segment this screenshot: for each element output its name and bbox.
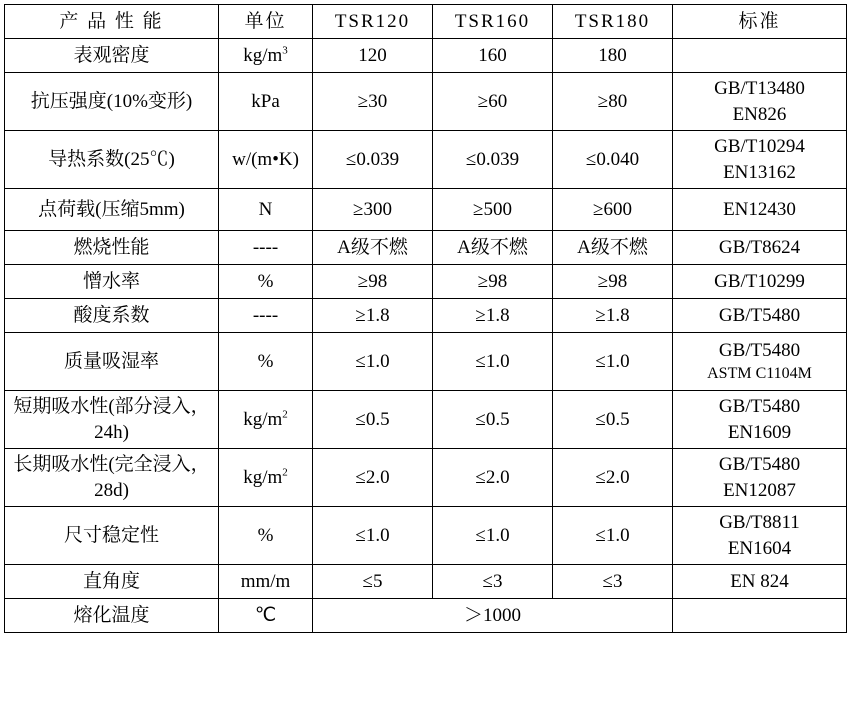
standard-line-1: GB/T5480 — [718, 340, 801, 362]
cell-tsr160: ≤0.5 — [433, 391, 553, 449]
cell-property: 燃烧性能 — [5, 231, 219, 265]
cell-unit — [219, 449, 313, 507]
cell-standard: EN12430 — [673, 189, 847, 231]
cell-property: 长期吸水性(完全浸入，28d) — [5, 449, 219, 507]
table-row — [5, 189, 847, 231]
cell-tsr120: ≥98 — [313, 265, 433, 299]
cell-unit — [219, 391, 313, 449]
standard-line-1: GB/T5480 — [718, 454, 801, 476]
header-cell-tsr120: TSR120 — [313, 5, 433, 39]
cell-tsr180: ≤1.0 — [553, 333, 673, 391]
header-cell-unit: 单位 — [219, 5, 313, 39]
standard-line-1: GB/T5480 — [718, 396, 801, 418]
cell-tsr160: A级不燃 — [433, 231, 553, 265]
cell-unit: ℃ — [219, 599, 313, 633]
cell-tsr180: ≥98 — [553, 265, 673, 299]
table-row — [5, 449, 847, 507]
table-row — [5, 265, 847, 299]
cell-standard — [673, 507, 847, 565]
cell-tsr180: ≤2.0 — [553, 449, 673, 507]
cell-tsr120: ≤0.5 — [313, 391, 433, 449]
table-row — [5, 131, 847, 189]
cell-unit: mm/m — [219, 565, 313, 599]
cell-property: 抗压强度(10%变形) — [5, 73, 219, 131]
cell-tsr160: ≥98 — [433, 265, 553, 299]
cell-tsr180: ≤0.040 — [553, 131, 673, 189]
cell-tsr180: ≤1.0 — [553, 507, 673, 565]
cell-tsr120: ≤1.0 — [313, 333, 433, 391]
unit-text: kg/m — [243, 408, 283, 430]
unit-exponent: 3 — [282, 44, 288, 57]
cell-property: 短期吸水性(部分浸入，24h) — [5, 391, 219, 449]
cell-unit: % — [219, 265, 313, 299]
header-cell-property: 产 品 性 能 — [5, 5, 219, 39]
table-row — [5, 599, 847, 633]
cell-tsr160: ≥60 — [433, 73, 553, 131]
standard-line-1: GB/T8811 — [719, 512, 800, 534]
standard-line-2: EN13162 — [723, 161, 796, 183]
cell-tsr120: ≤0.039 — [313, 131, 433, 189]
cell-standard — [673, 333, 847, 391]
cell-tsr180: ≥1.8 — [553, 299, 673, 333]
table-row — [5, 333, 847, 391]
cell-tsr160: 160 — [433, 39, 553, 73]
table-row — [5, 565, 847, 599]
cell-tsr180: ≤3 — [553, 565, 673, 599]
header-cell-tsr180: TSR180 — [553, 5, 673, 39]
table-row — [5, 299, 847, 333]
unit-text: kg/m — [243, 44, 283, 66]
cell-unit — [219, 39, 313, 73]
cell-standard — [673, 131, 847, 189]
cell-standard — [673, 391, 847, 449]
cell-unit: ---- — [219, 231, 313, 265]
table-row — [5, 391, 847, 449]
table-row — [5, 39, 847, 73]
cell-tsr160: ≤2.0 — [433, 449, 553, 507]
unit-exponent: 2 — [282, 466, 288, 479]
standard-line-2: EN12087 — [723, 479, 796, 501]
cell-tsr180: ≤0.5 — [553, 391, 673, 449]
cell-tsr160: ≥1.8 — [433, 299, 553, 333]
cell-unit: ---- — [219, 299, 313, 333]
cell-tsr120: A级不燃 — [313, 231, 433, 265]
cell-unit: kPa — [219, 73, 313, 131]
cell-standard — [673, 449, 847, 507]
cell-tsr120: ≥300 — [313, 189, 433, 231]
cell-standard: GB/T10299 — [673, 265, 847, 299]
cell-standard — [673, 599, 847, 633]
cell-tsr180: ≥600 — [553, 189, 673, 231]
cell-property: 憎水率 — [5, 265, 219, 299]
header-cell-standard: 标准 — [673, 5, 847, 39]
cell-tsr120: 120 — [313, 39, 433, 73]
standard-line-2: ASTM C1104M — [707, 365, 812, 383]
cell-property: 尺寸稳定性 — [5, 507, 219, 565]
standard-line-2: EN1609 — [727, 421, 792, 443]
table-row — [5, 507, 847, 565]
cell-standard — [673, 39, 847, 73]
table-header-row — [5, 5, 847, 39]
cell-property: 点荷载(压缩5mm) — [5, 189, 219, 231]
cell-tsr160: ≤3 — [433, 565, 553, 599]
cell-standard: GB/T8624 — [673, 231, 847, 265]
standard-line-1: GB/T13480 — [714, 78, 805, 100]
cell-property: 导热系数(25℃) — [5, 131, 219, 189]
unit-text: kg/m — [243, 466, 283, 488]
cell-tsr120: ≥30 — [313, 73, 433, 131]
header-cell-tsr160: TSR160 — [433, 5, 553, 39]
cell-property: 表观密度 — [5, 39, 219, 73]
unit-exponent: 2 — [282, 408, 288, 421]
standard-line-2: EN826 — [732, 103, 787, 125]
cell-tsr180: ≥80 — [553, 73, 673, 131]
standard-line-2: EN1604 — [727, 537, 792, 559]
cell-tsr120: ≥1.8 — [313, 299, 433, 333]
cell-standard: EN 824 — [673, 565, 847, 599]
cell-tsr160: ≥500 — [433, 189, 553, 231]
cell-unit: % — [219, 333, 313, 391]
cell-tsr180: 180 — [553, 39, 673, 73]
cell-property: 酸度系数 — [5, 299, 219, 333]
cell-property: 直角度 — [5, 565, 219, 599]
product-specification-table — [4, 4, 847, 633]
cell-unit: % — [219, 507, 313, 565]
cell-merged-value: ＞1000 — [313, 599, 673, 633]
table-row — [5, 231, 847, 265]
cell-property: 熔化温度 — [5, 599, 219, 633]
cell-tsr120: ≤2.0 — [313, 449, 433, 507]
table-row — [5, 73, 847, 131]
cell-tsr180: A级不燃 — [553, 231, 673, 265]
cell-tsr120: ≤1.0 — [313, 507, 433, 565]
standard-line-1: GB/T10294 — [714, 136, 805, 158]
cell-tsr160: ≤0.039 — [433, 131, 553, 189]
cell-tsr120: ≤5 — [313, 565, 433, 599]
cell-unit: w/(m•K) — [219, 131, 313, 189]
cell-tsr160: ≤1.0 — [433, 333, 553, 391]
cell-property: 质量吸湿率 — [5, 333, 219, 391]
cell-standard — [673, 73, 847, 131]
cell-tsr160: ≤1.0 — [433, 507, 553, 565]
cell-unit: N — [219, 189, 313, 231]
cell-standard: GB/T5480 — [673, 299, 847, 333]
